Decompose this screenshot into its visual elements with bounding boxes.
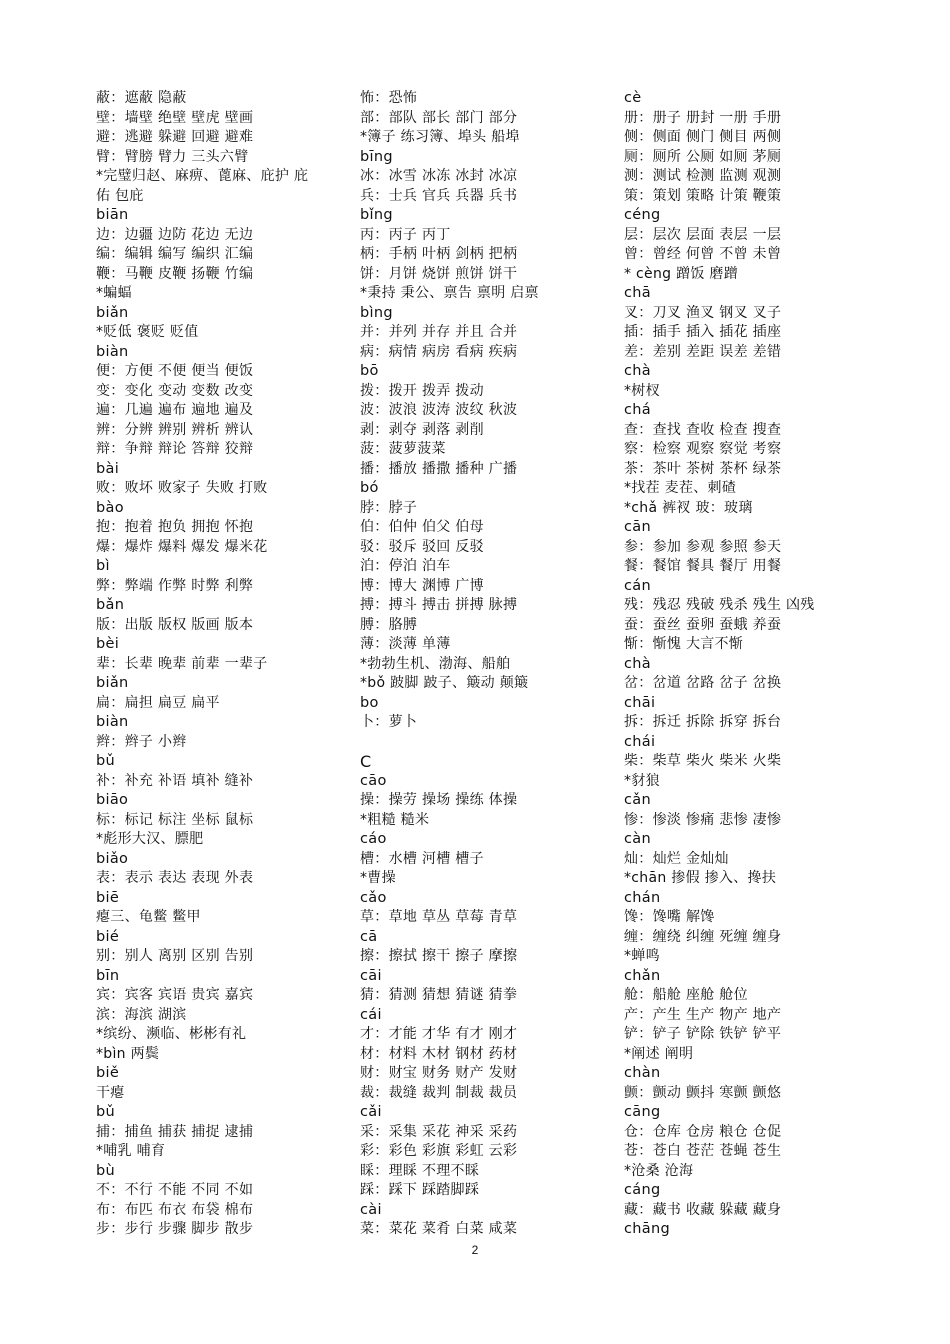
vocab-entry: 部：部队 部长 部门 部分 (360, 109, 518, 126)
vocab-entry: 兵：士兵 官兵 兵器 兵书 (360, 187, 518, 204)
pinyin-heading: chāi (624, 694, 656, 711)
vocab-entry: 材：材料 木材 钢材 药材 (360, 1045, 518, 1062)
vocab-entry: 猜：猜测 猜想 猜谜 猜拳 (360, 987, 518, 1003)
vocab-entry: 播：播放 播撒 播种 广播 (360, 460, 518, 477)
vocab-entry: 仓：仓库 仓房 粮仓 仓促 (624, 1123, 782, 1140)
pinyin-heading: chǎn (624, 967, 661, 984)
pinyin-heading: bìng (360, 304, 393, 321)
pinyin-heading: cāng (624, 1104, 661, 1120)
pinyin-heading: bǔ (96, 1104, 115, 1120)
pinyin-heading: bǔ (96, 753, 115, 769)
pinyin-heading: biàn (96, 714, 129, 730)
vocab-entry: *勃勃生机、渤海、船舶 (360, 655, 511, 672)
vocab-entry: 捕：捕鱼 捕获 捕捉 逮捕 (96, 1123, 254, 1140)
vocab-entry: 残：残忍 残破 残杀 残生 凶残 (624, 597, 815, 613)
pinyin-heading: chàn (624, 1065, 661, 1081)
vocab-entry: 冰：冰雪 冰冻 冰封 冰凉 (360, 168, 518, 184)
vocab-entry: 标：标记 标注 坐标 鼠标 (96, 811, 254, 828)
vocab-entry: 草：草地 草丛 草莓 青草 (360, 909, 518, 925)
vocab-entry: 柴：柴草 柴火 柴米 火柴 (624, 753, 782, 769)
vocab-entry: 搏：搏斗 搏击 拼搏 脉搏 (360, 597, 518, 613)
vocab-entry: 薄：淡薄 单薄 (360, 636, 451, 652)
vocab-entry: 菜：菜花 菜肴 白菜 咸菜 (360, 1221, 518, 1237)
vocab-entry: 表：表示 表达 表现 外表 (96, 870, 254, 886)
vocab-entry: 插：插手 插入 插花 插座 (624, 324, 782, 340)
pinyin-heading: biē (96, 889, 120, 906)
pinyin-heading: chāng (624, 1221, 670, 1237)
pinyin-heading: chán (624, 889, 661, 906)
vocab-entry: 踩：踩下 踩踏脚踩 (360, 1182, 480, 1198)
pinyin-heading: cái (360, 1006, 382, 1023)
vocab-entry: 爆：爆炸 爆料 爆发 爆米花 (96, 538, 268, 555)
pinyin-heading: chà (624, 655, 651, 672)
vocab-entry: 才：才能 才华 有才 刚才 (360, 1026, 518, 1042)
vocab-entry: 馋：馋嘴 解馋 (624, 909, 715, 925)
pinyin-heading: biān (96, 207, 129, 223)
pinyin-heading: biǎn (96, 675, 129, 691)
vocab-entry: 槽：水槽 河槽 槽子 (360, 850, 484, 867)
pinyin-heading: bù (96, 1162, 115, 1179)
vocab-entry: 壁：墙壁 绝壁 壁虎 壁画 (96, 109, 254, 126)
vocab-entry: 边：边疆 边防 花边 无边 (96, 226, 254, 243)
vocab-entry: 餐：餐馆 餐具 餐厅 用餐 (624, 558, 782, 574)
vocab-entry: 颤：颤动 颤抖 寒颤 颤悠 (624, 1084, 782, 1101)
vocab-entry: 苍：苍白 苍茫 苍蝇 苍生 (624, 1143, 782, 1159)
vocab-entry: *曹操 (360, 870, 396, 886)
pinyin-heading: bié (96, 928, 120, 945)
pinyin-heading: bǎn (96, 597, 125, 613)
pinyin-heading: bì (96, 558, 110, 574)
vocab-entry: *阐述 阐明 (624, 1045, 694, 1062)
pinyin-heading: biàn (96, 343, 129, 360)
pinyin-heading: chái (624, 733, 656, 750)
vocab-entry: 病：病情 病房 看病 疾病 (360, 343, 518, 360)
pinyin-heading: céng (624, 207, 661, 223)
column-2 (360, 89, 610, 1240)
pinyin-heading: cài (360, 1201, 382, 1218)
pinyin-heading: càn (624, 831, 651, 847)
vocab-entry: 舱：船舱 座舱 舱位 (624, 987, 748, 1003)
vocab-entry: 惨：惨淡 惨痛 悲惨 凄惨 (624, 811, 782, 828)
vocab-entry: 别：别人 离别 区别 告别 (96, 948, 254, 964)
vocab-entry: *豺狼 (624, 772, 660, 789)
vocab-entry: *找茬 麦茬、刺碴 (624, 480, 737, 496)
vocab-entry: 睬：理睬 不理不睬 (360, 1162, 480, 1179)
vocab-entry: 测：测试 检测 监测 观测 (624, 168, 782, 184)
pinyin-heading: cān (624, 519, 651, 535)
pinyin-heading: bo (360, 694, 379, 711)
vocab-entry: 抱：抱着 抱负 拥抱 怀抱 (96, 519, 254, 535)
vocab-entry: *贬低 褒贬 贬值 (96, 324, 199, 340)
vocab-entry: 不：不行 不能 不同 不如 (96, 1182, 254, 1198)
vocab-entry: *沧桑 沧海 (624, 1162, 694, 1179)
vocab-entry: 财：财宝 财务 财产 发财 (360, 1065, 518, 1081)
vocab-entry: 岔：岔道 岔路 岔子 岔换 (624, 675, 782, 691)
vocab-entry: 博：博大 渊博 广博 (360, 577, 484, 594)
vocab-entry: 步：步行 步骤 脚步 散步 (96, 1221, 254, 1237)
pinyin-heading: cǎn (624, 792, 651, 808)
pinyin-heading: cáo (360, 831, 387, 847)
vocab-entry: 滨：海滨 湖滨 (96, 1006, 187, 1023)
vocab-entry: 铲：铲子 铲除 铁铲 铲平 (624, 1026, 782, 1042)
pinyin-heading: cǎo (360, 889, 387, 906)
vocab-entry: 变：变化 变动 变数 改变 (96, 382, 254, 399)
vocab-entry: 弊：弊端 作弊 时弊 利弊 (96, 577, 254, 594)
vocab-entry: 泊：停泊 泊车 (360, 558, 451, 574)
vocab-entry: 册：册子 册封 一册 手册 (624, 109, 782, 126)
vocab-entry: 侧：侧面 侧门 侧目 两侧 (624, 129, 782, 145)
vocab-entry: 惭：惭愧 大言不惭 (624, 636, 744, 652)
vocab-entry: 佑 包庇 (96, 187, 144, 204)
vocab-entry: 采：采集 采花 神采 采药 (360, 1123, 518, 1140)
vocab-entry: 扁：扁担 扁豆 扁平 (96, 694, 220, 711)
vocab-entry: 产：产生 生产 物产 地产 (624, 1006, 782, 1023)
pinyin-heading: bō (360, 363, 379, 379)
pinyin-heading: bǐng (360, 207, 393, 223)
vocab-entry: 差：差别 差距 误差 差错 (624, 343, 782, 360)
vocab-entry: 参：参加 参观 参照 参天 (624, 538, 782, 555)
vocab-entry: 拨：拨开 拨弄 拨动 (360, 382, 484, 399)
vocab-entry: 察：检察 观察 察觉 考察 (624, 441, 782, 457)
vocab-entry: 布：布匹 布衣 布袋 棉布 (96, 1201, 254, 1218)
pinyin-heading: biě (96, 1065, 120, 1081)
pinyin-heading: cāo (360, 772, 387, 789)
vocab-entry: 柄：手柄 叶柄 剑柄 把柄 (360, 246, 518, 262)
vocab-entry: 避：逃避 躲避 回避 避难 (96, 129, 254, 145)
vocab-entry: 饼：月饼 烧饼 煎饼 饼干 (360, 265, 518, 282)
pinyin-heading: cáng (624, 1182, 661, 1198)
vocab-entry: 藏：藏书 收藏 躲藏 藏身 (624, 1201, 782, 1218)
vocab-entry: 灿：灿烂 金灿灿 (624, 850, 729, 867)
pinyin-heading: biāo (96, 792, 129, 808)
vocab-entry: 策：策划 策略 计策 鞭策 (624, 187, 782, 204)
vocab-entry: *bǒ 跛脚 跛子、簸动 颠簸 (360, 675, 529, 691)
vocab-entry: *树杈 (624, 382, 660, 399)
vocab-entry: *哺乳 哺育 (96, 1143, 166, 1159)
pinyin-heading: cā (360, 928, 378, 945)
vocab-entry: *粗糙 糙米 (360, 811, 430, 828)
vocab-entry: 辩：争辩 辩论 答辩 狡辩 (96, 441, 254, 457)
vocab-entry: 裁：裁缝 裁判 制裁 裁员 (360, 1084, 518, 1101)
vocab-entry: 查：查找 查收 检查 搜查 (624, 421, 782, 438)
pinyin-heading: cán (624, 577, 651, 594)
vocab-entry: 拆：拆迁 拆除 拆穿 拆台 (624, 714, 782, 730)
vocab-entry: *chǎ 裤衩 玻：玻璃 (624, 499, 753, 516)
pinyin-heading: chà (624, 363, 651, 379)
pinyin-heading: bó (360, 480, 379, 496)
pinyin-heading: biǎo (96, 850, 129, 867)
page-number: 2 (471, 1243, 479, 1257)
vocab-entry: *蝙蝠 (96, 285, 132, 301)
pinyin-heading: chá (624, 402, 651, 418)
blank-line (360, 733, 610, 753)
pinyin-heading: bīng (360, 148, 393, 165)
pinyin-heading: bīn (96, 967, 120, 984)
vocab-entry: *chān 掺假 掺入、搀扶 (624, 870, 777, 886)
vocab-entry: *秉持 秉公、禀告 禀明 启禀 (360, 285, 539, 301)
vocab-entry: 蚕：蚕丝 蚕卵 蚕蛾 养蚕 (624, 616, 782, 633)
letter-section-heading: C (360, 752, 372, 771)
pinyin-heading: cè (624, 90, 642, 106)
vocab-entry: 遍：几遍 遍布 遍地 遍及 (96, 402, 254, 418)
pinyin-heading: chā (624, 285, 651, 301)
vocab-entry: 伯：伯仲 伯父 伯母 (360, 519, 484, 535)
vocab-entry: 并：并列 并存 并且 合并 (360, 324, 518, 340)
vocab-entry: 膊：胳膊 (360, 616, 418, 633)
vocab-entry: 脖：脖子 (360, 499, 418, 516)
vocab-entry: 曾：曾经 何曾 不曾 未曾 (624, 246, 782, 262)
vocab-entry: 菠：菠萝菠菜 (360, 441, 446, 457)
pinyin-heading: biǎn (96, 304, 129, 321)
vocab-entry: 编：编辑 编写 编织 汇编 (96, 246, 254, 262)
vocab-entry: *蝉鸣 (624, 948, 660, 964)
pinyin-heading: cāi (360, 967, 382, 984)
vocab-entry: 丙：丙子 丙丁 (360, 226, 451, 243)
vocab-entry: 辨：分辨 辨别 辨析 辨认 (96, 421, 254, 438)
vocab-entry: 卜：萝卜 (360, 714, 418, 730)
vocab-entry: 波：波浪 波涛 波纹 秋波 (360, 402, 518, 418)
pinyin-heading: bèi (96, 636, 120, 652)
vocab-entry: 缠：缠绕 纠缠 死缠 缠身 (624, 928, 782, 945)
column-1 (96, 89, 346, 1240)
vocab-entry: * cèng 蹭饭 磨蹭 (624, 265, 739, 282)
pinyin-heading: cǎi (360, 1104, 382, 1120)
vocab-entry: 辫：辫子 小辫 (96, 733, 187, 750)
vocab-entry: 彩：彩色 彩旗 彩虹 云彩 (360, 1143, 518, 1159)
vocab-entry: 辈：长辈 晚辈 前辈 一辈子 (96, 655, 268, 672)
vocab-entry: *簿子 练习簿、埠头 船埠 (360, 129, 520, 145)
vocab-entry: *完璧归赵、麻痹、蓖麻、庇护 庇 (96, 168, 309, 184)
vocab-entry: 擦：擦拭 擦干 擦子 摩擦 (360, 948, 518, 964)
vocab-entry: *bìn 两鬓 (96, 1045, 160, 1062)
vocab-entry: 操：操劳 操场 操练 体操 (360, 792, 518, 808)
column-3 (624, 89, 914, 1240)
vocab-entry: 版：出版 版权 版画 版本 (96, 616, 254, 633)
vocab-entry: *缤纷、濒临、彬彬有礼 (96, 1026, 247, 1042)
vocab-entry: 层：层次 层面 表层 一层 (624, 226, 782, 243)
vocab-entry: 厕：厕所 公厕 如厕 茅厕 (624, 148, 782, 165)
vocab-entry: 宾：宾客 宾语 贵宾 嘉宾 (96, 987, 254, 1003)
vocab-entry: 败：败坏 败家子 失败 打败 (96, 480, 268, 496)
vocab-entry: 鞭：马鞭 皮鞭 扬鞭 竹编 (96, 265, 254, 282)
vocab-entry: 蔽：遮蔽 隐蔽 (96, 90, 187, 106)
vocab-entry: 剥：剥夺 剥落 剥削 (360, 421, 484, 438)
pinyin-heading: bài (96, 460, 120, 477)
vocab-entry: 怖：恐怖 (360, 90, 418, 106)
vocab-entry: 干瘪 (96, 1084, 125, 1101)
vocab-entry: 补：补充 补语 填补 缝补 (96, 772, 254, 789)
vocab-entry: 驳：驳斥 驳回 反驳 (360, 538, 484, 555)
vocab-entry: 便：方便 不便 便当 便饭 (96, 363, 254, 379)
vocab-entry: 臂：臂膀 臂力 三头六臂 (96, 148, 249, 165)
vocab-entry: *彪形大汉、膘肥 (96, 831, 204, 847)
pinyin-heading: bào (96, 499, 124, 516)
vocab-entry: 叉：刀叉 渔叉 钢叉 叉子 (624, 304, 782, 321)
vocab-entry: 瘪三、龟鳖 鳖甲 (96, 909, 201, 925)
vocab-entry: 茶：茶叶 茶树 茶杯 绿茶 (624, 460, 782, 477)
